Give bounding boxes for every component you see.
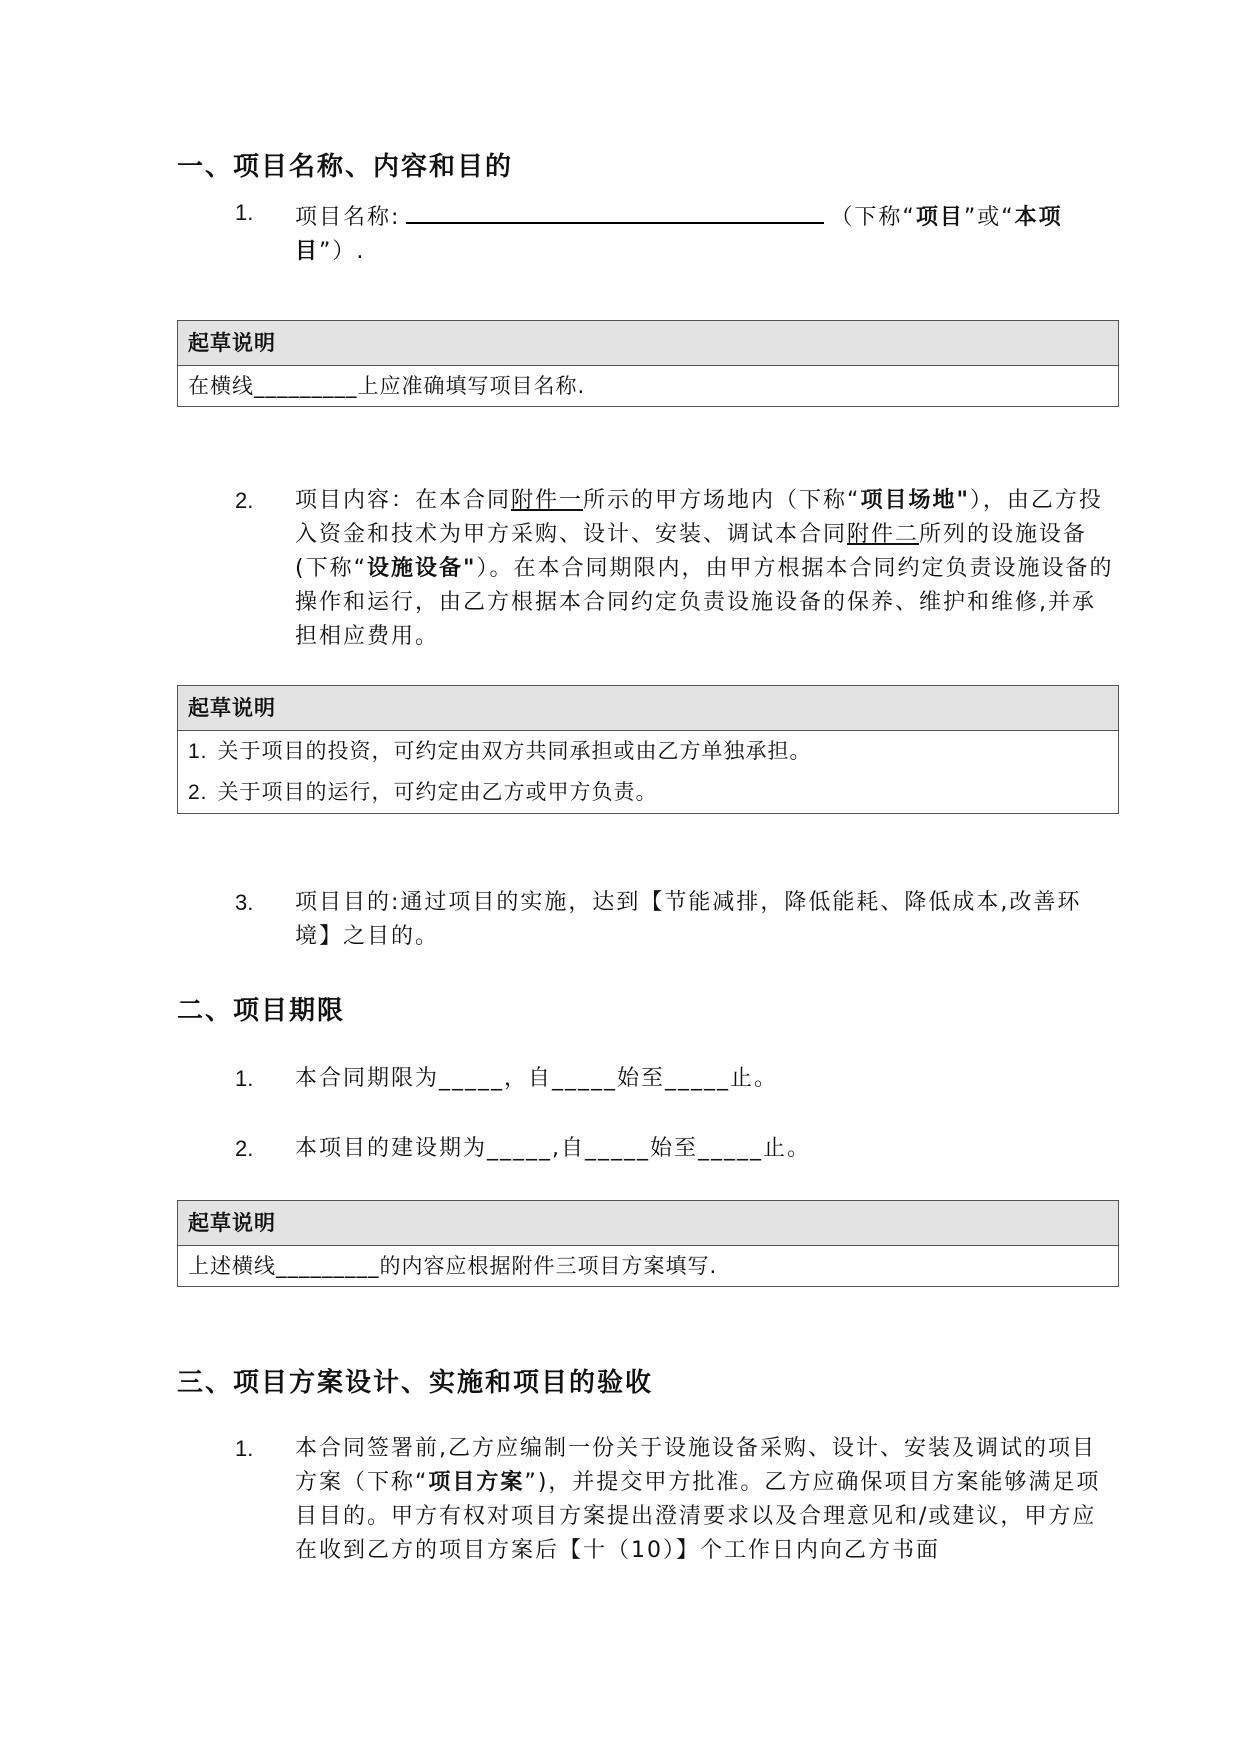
annex-reference: 附件二 xyxy=(847,522,920,547)
drafting-note-2 xyxy=(177,685,1119,814)
clause-text xyxy=(295,1432,1115,1568)
clause-text-part: ”)，并提交甲方批准。乙方应确保项目方案能够满足项目目的。甲方有权对项目方案提出澄清要求以及合理意见和/或建议，甲方应在收到乙方的项目方案后【十（10）】个工作日内向乙方书面 xyxy=(295,1470,1101,1563)
section-heading-3: 三、项目方案设计、实施和项目的验收 xyxy=(177,1368,654,1398)
clause-2-2 xyxy=(235,1132,1115,1166)
note-line-number: 1. xyxy=(188,740,208,763)
clause-3-1 xyxy=(235,1432,1115,1568)
note-header: 起草说明 xyxy=(178,321,1118,366)
clause-text-part: ”）. xyxy=(319,239,366,264)
clause-number: 3. xyxy=(235,890,254,915)
note-line: 在横线_________上应准确填写项目名称. xyxy=(188,374,586,398)
clause-label: 项目名称: xyxy=(295,205,401,230)
clause-text: 本合同期限为_____，自_____始至_____止。 xyxy=(295,1066,779,1091)
clause-text: 项目目的:通过项目的实施，达到【节能减排，降低能耗、降低成本,改善环境】之目的。 xyxy=(295,890,1082,949)
clause-number: 1. xyxy=(235,1066,254,1091)
clause-1-3 xyxy=(235,886,1115,954)
clause-number: 2. xyxy=(235,488,254,513)
annex-reference: 附件一 xyxy=(511,488,584,513)
clause-number: 1. xyxy=(235,1436,254,1461)
clause-text-part: 所列的设施设备(下称“ xyxy=(295,522,1088,581)
drafting-note-3 xyxy=(177,1200,1119,1287)
drafting-note-1 xyxy=(177,320,1119,407)
clause-1-2 xyxy=(235,484,1115,654)
clause-1-1 xyxy=(235,196,1115,269)
clause-text xyxy=(295,196,1115,269)
clause-number: 1. xyxy=(235,200,254,225)
defined-term: 项目 xyxy=(915,205,964,230)
clause-text-part: 项目内容：在本合同 xyxy=(295,488,512,513)
note-header: 起草说明 xyxy=(178,686,1118,731)
note-line-text: 关于项目的投资，可约定由双方共同承担或由乙方单独承担。 xyxy=(217,739,812,763)
clause-text-part: （下称“ xyxy=(830,205,916,230)
note-line-number: 2. xyxy=(188,781,208,804)
project-name-blank[interactable] xyxy=(406,196,824,224)
clause-text-part: 所示的甲方场地内（下称“ xyxy=(583,488,861,513)
note-line: 上述横线_________的内容应根据附件三项目方案填写. xyxy=(188,1254,718,1278)
clause-text-part: ），由乙方投入资金和技术为甲方采购、设计、安装、调试本合同 xyxy=(295,488,1103,547)
clause-text-part: ”或“ xyxy=(963,205,1015,230)
note-line xyxy=(178,731,1118,772)
clause-text-part: ）。在本合同期限内，由甲方根据本合同约定负责设施设备的操作和运行，由乙方根据本合同约定负责设施设备的保养、维护和维修,并承担相应费用。 xyxy=(295,556,1114,649)
section-heading-1: 一、项目名称、内容和目的 xyxy=(177,152,514,182)
note-line xyxy=(178,772,1118,813)
defined-term: 设施设备" xyxy=(366,556,477,581)
clause-text-part: 本合同签署前,乙方应编制一份关于设施设备采购、设计、安装及调试的项目方案（下称“ xyxy=(295,1436,1096,1495)
clause-2-1 xyxy=(235,1062,1115,1096)
clause-text: 本项目的建设期为_____,自_____始至_____止。 xyxy=(295,1136,811,1161)
defined-term: 本项目 xyxy=(295,205,1063,264)
clause-number: 2. xyxy=(235,1136,254,1161)
section-heading-2: 二、项目期限 xyxy=(177,996,346,1026)
note-line-text: 关于项目的运行，可约定由乙方或甲方负责。 xyxy=(217,780,658,804)
defined-term: 项目场地" xyxy=(860,488,970,513)
defined-term: 项目方案 xyxy=(428,1470,525,1495)
clause-text xyxy=(295,484,1115,654)
note-header: 起草说明 xyxy=(178,1201,1118,1246)
